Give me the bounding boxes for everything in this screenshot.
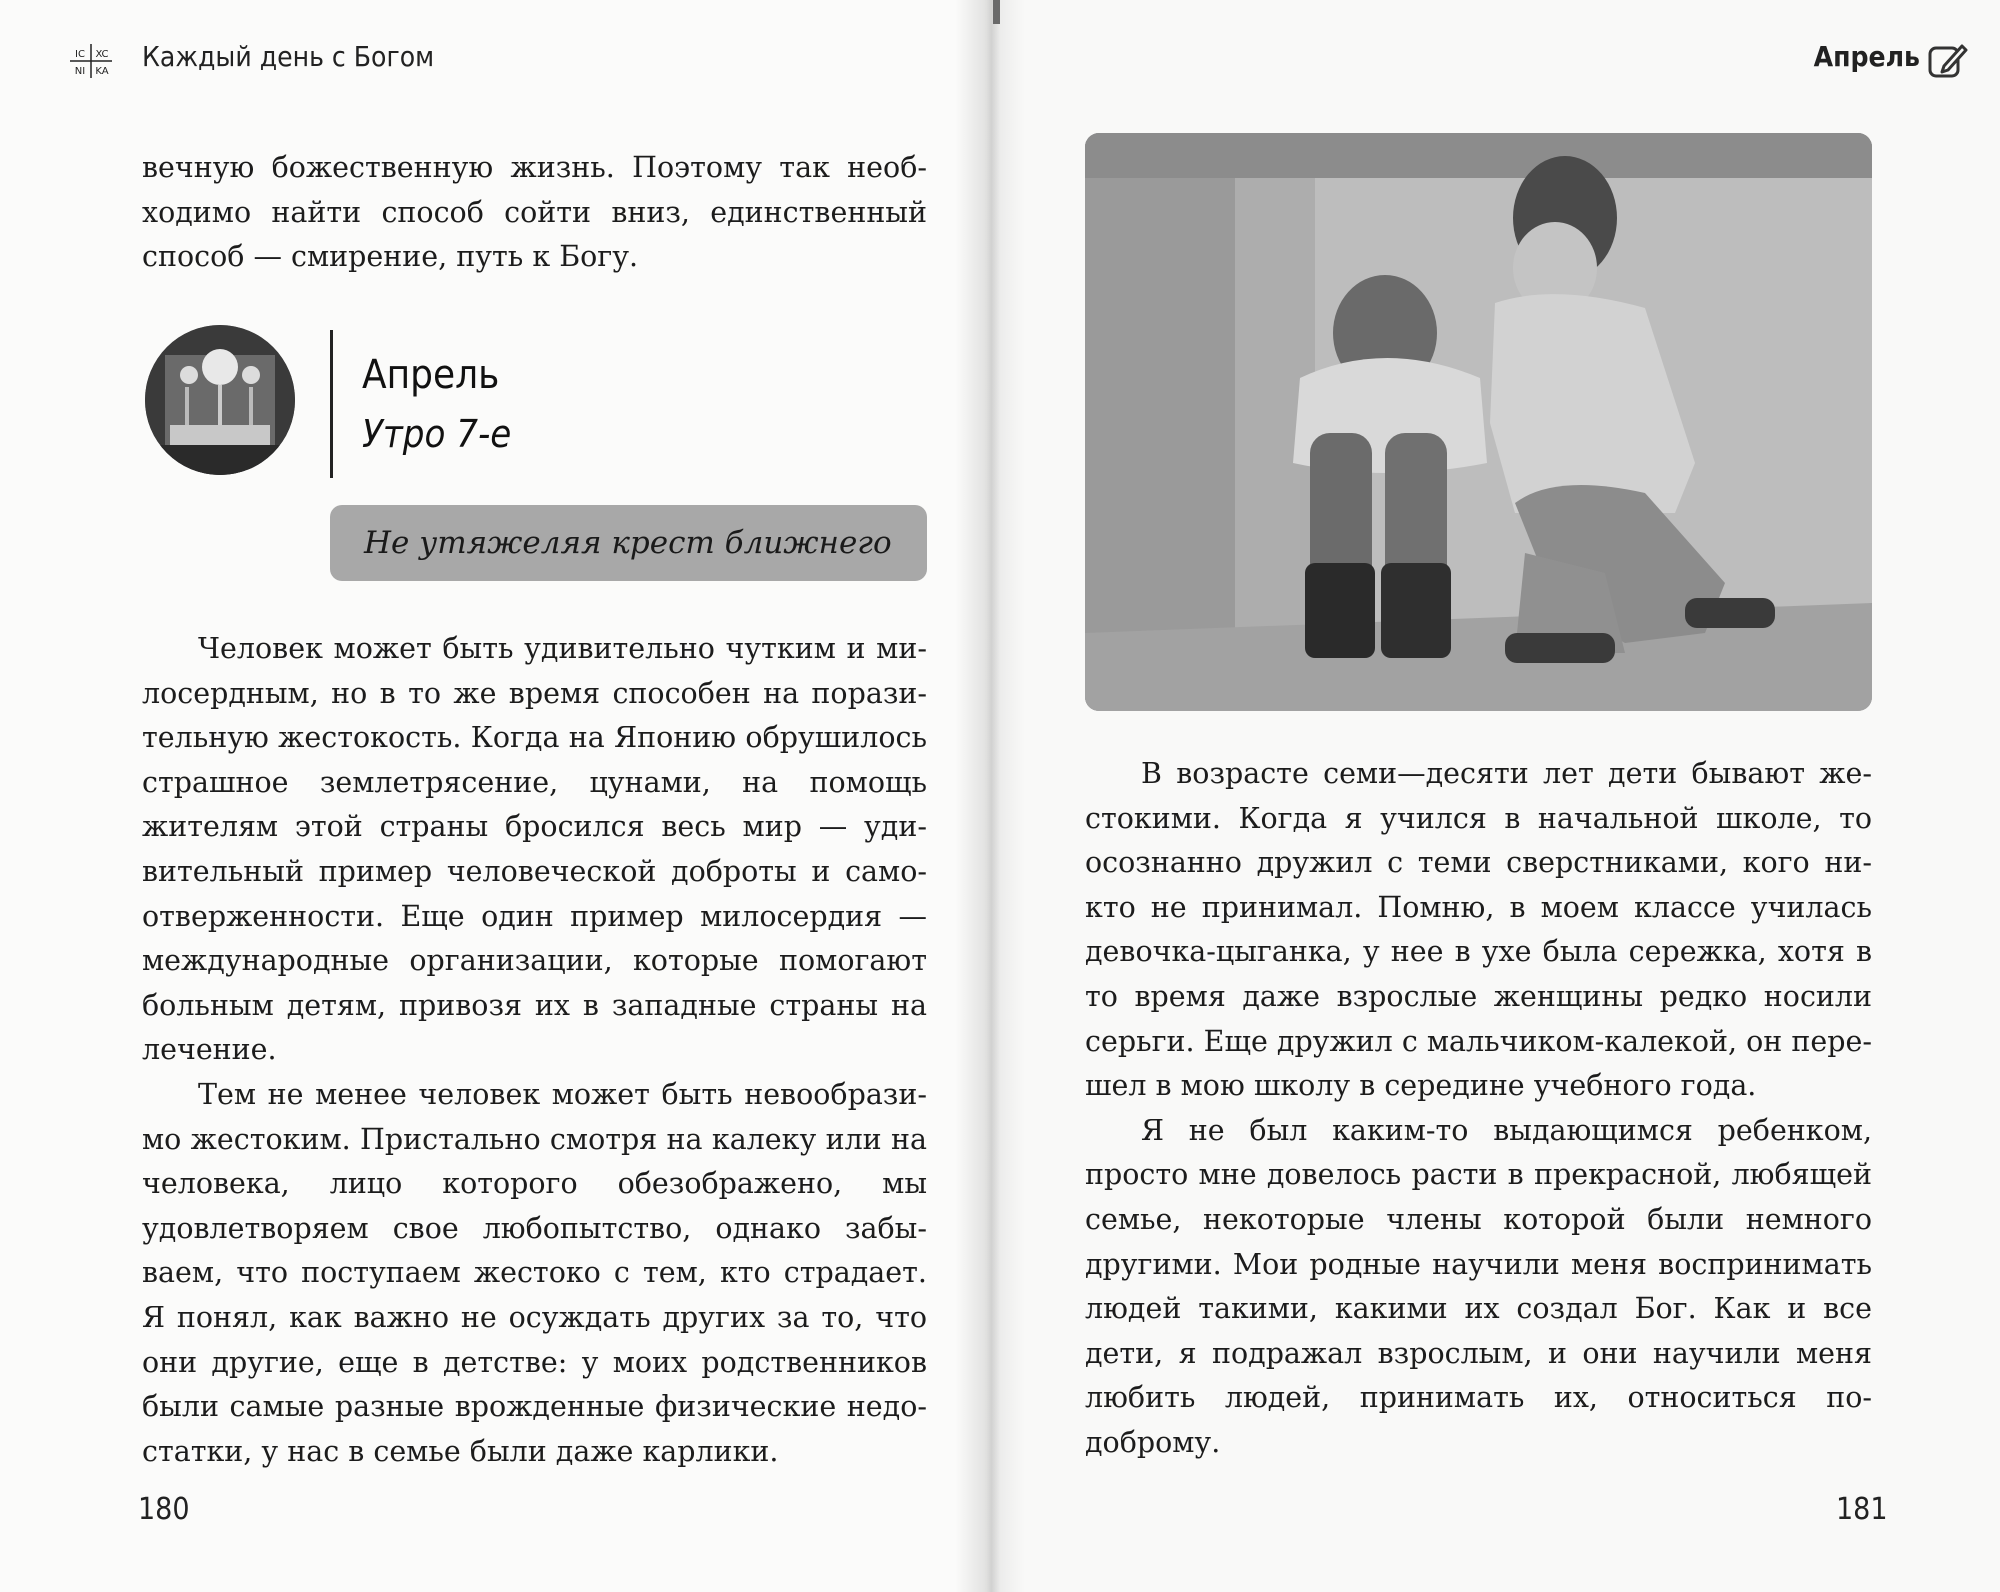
paragraph: Я не был каким-то выдающимся ребенком, просто мне довелось расти в прекрасной, любящей семье, некоторые члены которой были немного другими. Мои родные научили меня воспринимать людей такими, какими их создал Бог. Как и все дети, я подражал взрослым, и они научили меня любить людей, принимать их, относиться по-доброму.	[1085, 1113, 1872, 1459]
reading-title-box	[330, 505, 927, 581]
body-text-left	[142, 627, 927, 1474]
svg-text:NI: NI	[74, 66, 86, 77]
spine-mark	[993, 0, 1000, 24]
paragraph: Человек может быть удивительно чутким и милосердным, но в то же время способен на поразительную жестокость. Когда на Японию обрушилось страшное землетрясение, цунами, на помощь жителям этой страны бросился весь мир — удивительный пример человеческой доброты и самоотверженности. Еще один пример милосердия — международные организации, которые помогают больным детям, привозя их в западные страны на лечение.	[142, 632, 927, 1067]
page-number-left: 180	[138, 1492, 190, 1527]
intro-text	[142, 146, 927, 280]
svg-text:IC: IC	[75, 49, 85, 60]
church-interior-photo	[145, 325, 295, 475]
notes-pencil-icon	[1926, 38, 1970, 82]
page-number-right: 181	[1836, 1492, 1888, 1527]
body-text-right	[1085, 752, 1872, 1466]
date-month: Апрель	[362, 352, 500, 398]
running-header: Каждый день с Богом	[142, 40, 435, 73]
book-gutter	[955, 0, 1025, 1592]
running-header-right: Апрель	[1813, 40, 1920, 73]
svg-text:XC: XC	[95, 49, 109, 60]
left-page	[0, 0, 985, 1592]
date-divider	[330, 330, 333, 478]
icxc-nika-cross-icon	[70, 44, 112, 78]
date-day: Утро 7-е	[362, 412, 512, 456]
children-photo	[1085, 133, 1872, 711]
reading-title: Не утяжеляя крест ближнего	[364, 525, 892, 561]
intro-paragraph: вечную божественную жизнь. Поэтому так необходимо найти способ сойти вниз, единственный способ — смирение, путь к Богу.	[142, 151, 927, 274]
svg-text:KA: KA	[95, 66, 109, 77]
paragraph: В возрасте семи—десяти лет дети бывают жестокими. Когда я учился в начальной школе, то осознанно дружил с теми сверстниками, кого никто не принимал. Помню, в моем классе училась девочка-цыганка, у нее в ухе была сережка, хотя в то время даже взрослые женщины редко носили серьги. Еще дружил с мальчиком-калекой, он перешел в мою школу в середине учебного года.	[1085, 757, 1872, 1103]
paragraph: Тем не менее человек может быть невообразимо жестоким. Пристально смотря на калеку или на человека, лицо которого обезображено, мы удовлетворяем свое любопытство, однако забываем, что поступаем жестоко с тем, кто страдает. Я понял, как важно не осуждать других за то, что они другие, еще в детстве: у моих родственников были самые разные врожденные физические недостатки, у нас в семье были даже карлики.	[142, 1077, 927, 1468]
